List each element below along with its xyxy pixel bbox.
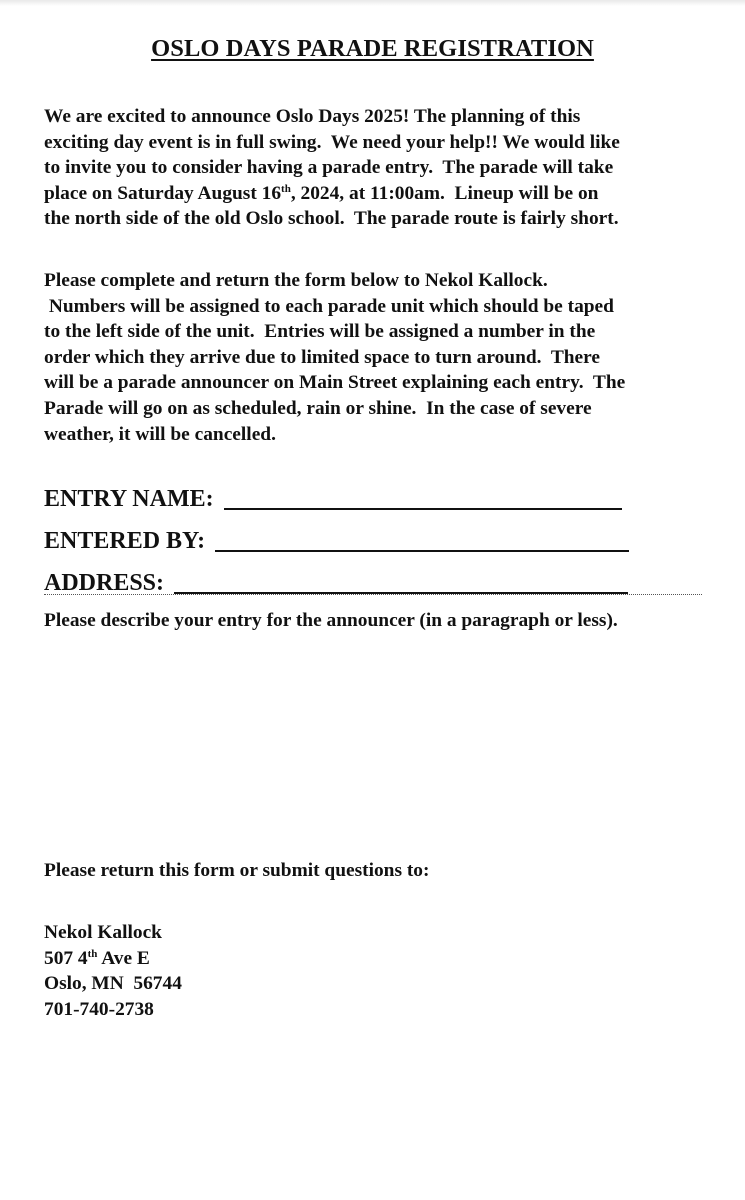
instructions-line: will be a parade announcer on Main Street explaining each entry. The — [44, 372, 626, 394]
contact-phone: 701-740-2738 — [44, 998, 154, 1020]
intro-line: We are excited to announce Oslo Days 2025! The planning of this — [44, 106, 581, 127]
intro-line: the north side of the old Oslo school. The parade route is fairly short. — [44, 208, 619, 230]
return-form-prompt: Please return this form or submit questions to: — [44, 860, 430, 881]
instructions-line: Numbers will be assigned to each parade unit which should be taped — [44, 295, 614, 317]
instructions-line: Please complete and return the form below to Nekol Kallock. — [44, 270, 548, 291]
instructions-paragraph — [44, 268, 709, 447]
describe-entry-prompt: Please describe your entry for the announcer (in a paragraph or less). — [44, 610, 618, 631]
contact-city-state-zip: Oslo, MN 56744 — [44, 973, 182, 995]
instructions-line: weather, it will be cancelled. — [44, 423, 276, 445]
instructions-line: order which they arrive due to limited space to turn around. There — [44, 346, 601, 368]
entered-by-blank-line[interactable] — [215, 550, 629, 552]
contact-street-rest: Ave E — [97, 947, 150, 969]
contact-name: Nekol Kallock — [44, 922, 162, 943]
intro-date-text: place on Saturday August 16 — [44, 182, 282, 204]
entry-name-field — [44, 480, 622, 514]
page-top-shadow — [0, 0, 745, 6]
entry-name-label: ENTRY NAME: — [44, 486, 214, 512]
ordinal-suffix: th — [281, 182, 291, 195]
entered-by-field — [44, 522, 629, 556]
intro-line: exciting day event is in full swing. We need your help!! We would like — [44, 131, 620, 153]
instructions-line: to the left side of the unit. Entries will be assigned a number in the — [44, 321, 596, 343]
ordinal-suffix: th — [87, 947, 98, 960]
intro-paragraph — [44, 104, 709, 232]
address-label: ADDRESS: — [44, 570, 165, 596]
instructions-line: Parade will go on as scheduled, rain or shine. In the case of severe — [44, 397, 592, 419]
intro-line: to invite you to consider having a parade entry. The parade will take — [44, 157, 614, 179]
address-field — [44, 564, 628, 598]
contact-street — [44, 946, 182, 972]
contact-street-number: 507 4 — [44, 947, 88, 969]
contact-block — [44, 920, 182, 1022]
dotted-divider — [44, 594, 702, 595]
document-title: OSLO DAYS PARADE REGISTRATION — [151, 35, 594, 62]
entry-name-blank-line[interactable] — [224, 508, 622, 510]
entered-by-label: ENTERED BY: — [44, 528, 206, 554]
intro-date-text-rest: , 2024, at 11:00am. Lineup will be on — [290, 182, 599, 204]
intro-line-date — [44, 181, 709, 207]
